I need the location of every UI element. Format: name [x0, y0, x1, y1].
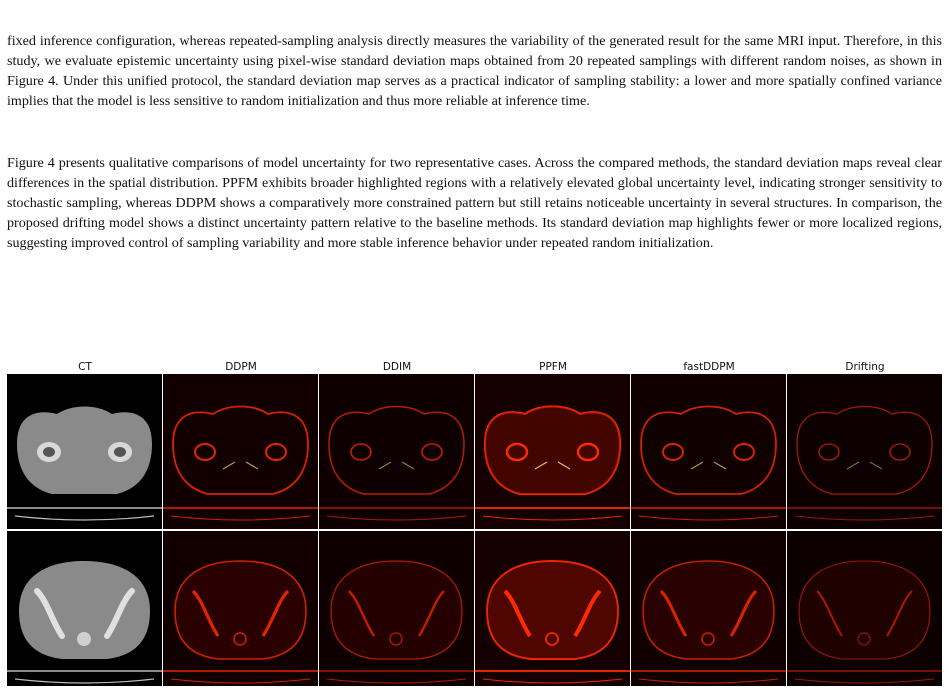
figure-image-grid: [7, 374, 942, 686]
panel-ddim-case-2: [319, 531, 474, 686]
column-label-ppfm: PPFM: [539, 361, 567, 373]
panel-drifting-case-2: [787, 531, 942, 686]
paragraph-uncertainty-protocol: fixed inference configuration, whereas repeated-sampling analysis directly measures the variability of the generated result for the same MRI input. Therefore, in this study, we evaluate epistemic uncertainty using pixel-wise standard deviation maps obtained from 20 repeated samplings with different random noises, as shown in Figure 4. Under this unified protocol, the standard deviation map serves as a practical indicator of sampling stability: a lower and more spatially confined variance implies that the model is less sensitive to random initialization and thus more reliable at inference time.: [7, 33, 942, 109]
column-label-ddim: DDIM: [382, 361, 412, 373]
panel-ct-case-1: [7, 374, 162, 529]
column-label-drifting: Drifting: [845, 361, 885, 373]
paragraph-figure-4-discussion: Figure 4 presents qualitative comparisons of model uncertainty for two representative cases. Across the compared methods, the standard deviation maps reveal clear differences in the spatial distribution. PPFM exhibits broader highlighted regions with a relatively elevated global uncertainty level, indicating stronger sensitivity to stochastic sampling, whereas DDPM shows a comparatively more constrained pattern but still retains noticeable uncertainty in several structures. In comparison, the proposed drifting model shows a distinct uncertainty pattern relative to the baseline methods. Its standard deviation map highlights fewer or more localized regions, suggesting improved control of sampling variability and more stable inference behavior under repeated random initialization.: [7, 155, 942, 251]
column-label-ct: CT: [78, 361, 92, 373]
figure-4-uncertainty-maps: [7, 360, 942, 686]
panel-fastddpm-case-2: [631, 531, 786, 686]
panel-drifting-case-1: [787, 374, 942, 529]
figure-column-labels: [7, 360, 942, 374]
panel-fastddpm-case-1: [631, 374, 786, 529]
column-label-fastddpm: fastDDPM: [683, 361, 735, 373]
panel-ddpm-case-1: [163, 374, 318, 529]
column-label-ddpm: DDPM: [225, 361, 257, 373]
panel-ct-case-2: [7, 531, 162, 686]
panel-ppfm-case-2: [475, 531, 630, 686]
panel-ppfm-case-1: [475, 374, 630, 529]
panel-ddim-case-1: [319, 374, 474, 529]
panel-ddpm-case-2: [163, 531, 318, 686]
